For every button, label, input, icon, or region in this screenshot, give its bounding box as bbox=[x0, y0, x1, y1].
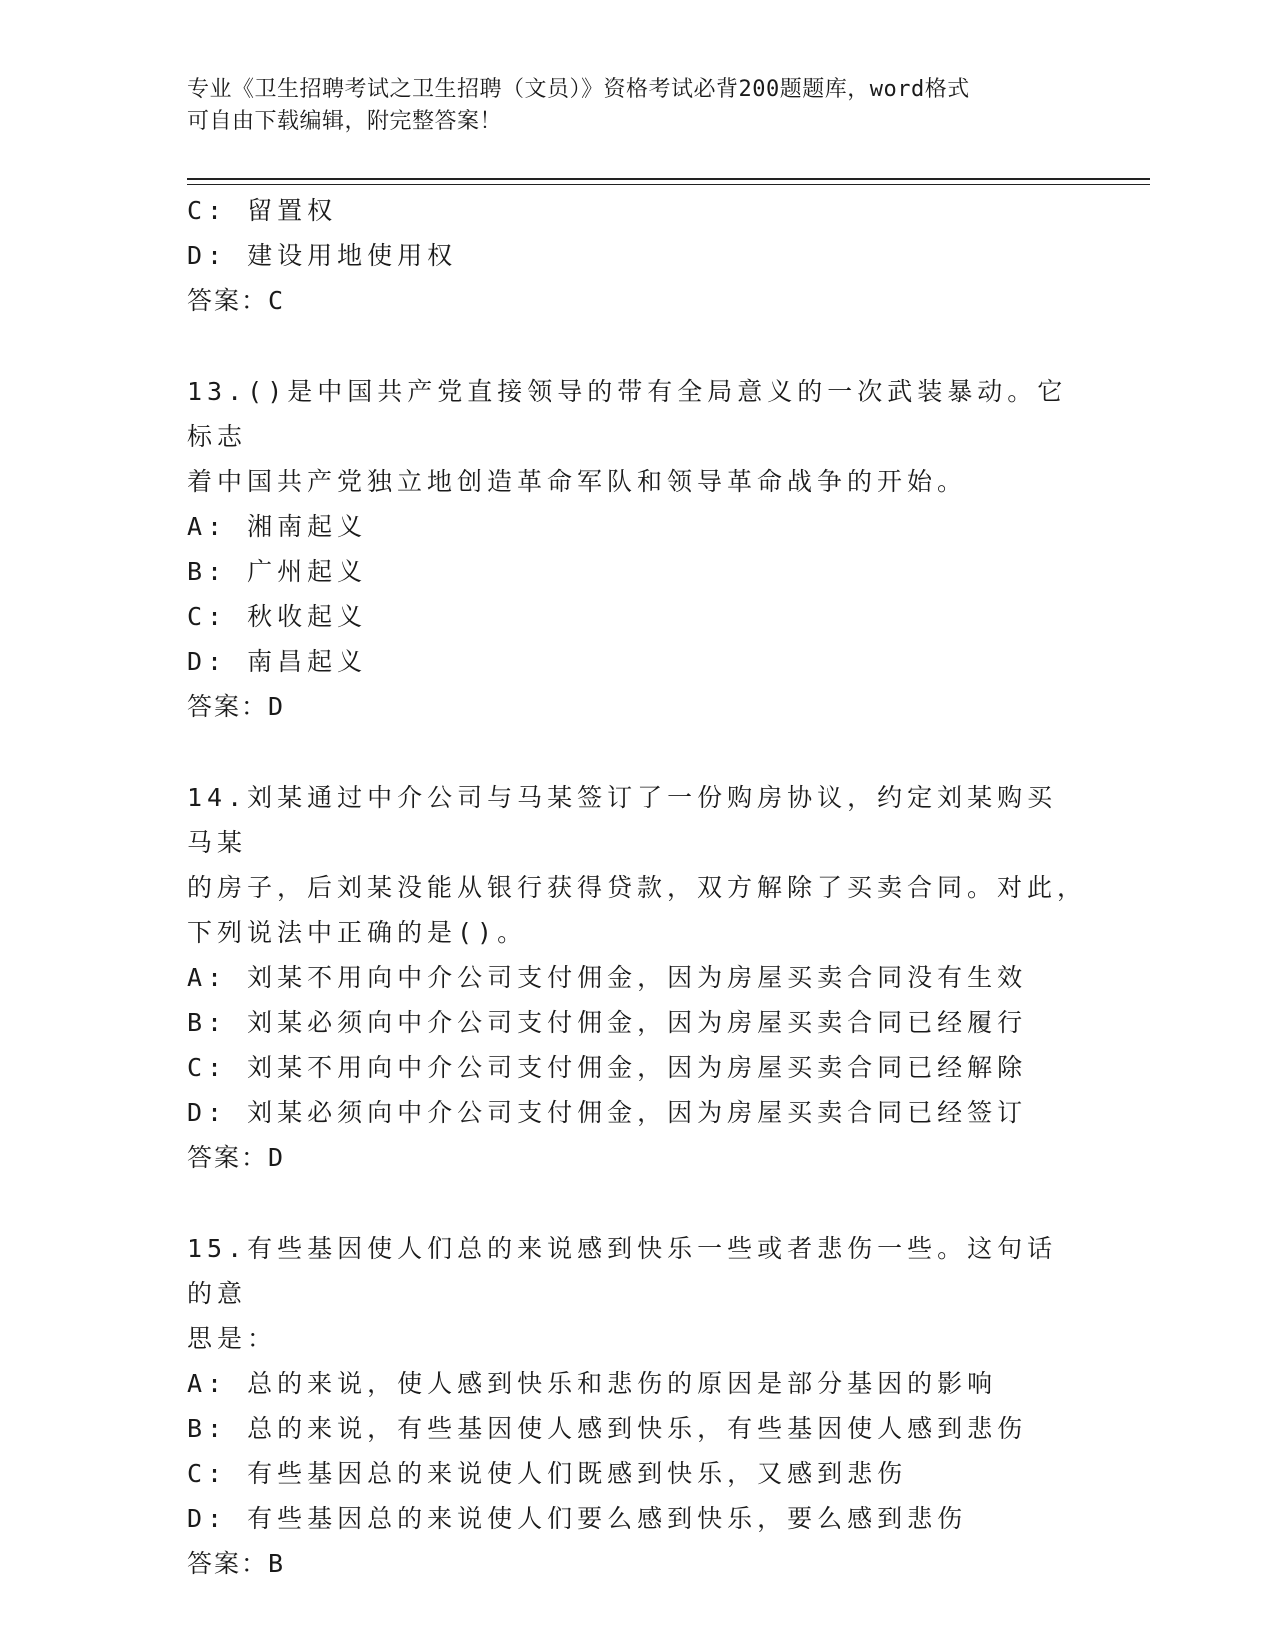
header-rule-thick bbox=[187, 178, 1150, 180]
option-d: D: 建设用地使用权 bbox=[187, 241, 458, 270]
option-d: D: 有些基因总的来说使人们要么感到快乐，要么感到悲伤 bbox=[187, 1504, 968, 1533]
question-text-line: 思是： bbox=[187, 1324, 278, 1353]
answer: 答案：D bbox=[187, 692, 286, 721]
partial-question bbox=[187, 188, 1087, 323]
question-14 bbox=[187, 775, 1087, 1180]
answer: 答案：D bbox=[187, 1143, 286, 1172]
page-header bbox=[187, 74, 1067, 138]
option-c: C: 留置权 bbox=[187, 196, 338, 225]
question-text-line: 下列说法中正确的是()。 bbox=[187, 918, 528, 947]
question-15 bbox=[187, 1226, 1087, 1586]
option-c: C: 有些基因总的来说使人们既感到快乐，又感到悲伤 bbox=[187, 1459, 908, 1488]
option-b: B: 刘某必须向中介公司支付佣金，因为房屋买卖合同已经履行 bbox=[187, 1008, 1028, 1037]
question-text-line: 着中国共产党独立地创造革命军队和领导革命战争的开始。 bbox=[187, 467, 968, 496]
option-c: C: 刘某不用向中介公司支付佣金，因为房屋买卖合同已经解除 bbox=[187, 1053, 1028, 1082]
header-line-1: 专业《卫生招聘考试之卫生招聘（文员）》资格考试必背200题题库，word格式 bbox=[187, 77, 970, 102]
question-text-line: 14.刘某通过中介公司与马某签订了一份购房协议，约定刘某购买马某 bbox=[187, 783, 1058, 857]
header-rule-thin bbox=[187, 184, 1150, 185]
option-d: D: 刘某必须向中介公司支付佣金，因为房屋买卖合同已经签订 bbox=[187, 1098, 1028, 1127]
option-d: D: 南昌起义 bbox=[187, 647, 368, 676]
question-text-line: 13.()是中国共产党直接领导的带有全局意义的一次武装暴动。它标志 bbox=[187, 377, 1068, 451]
header-line-2: 可自由下载编辑，附完整答案！ bbox=[187, 109, 503, 134]
answer: 答案：B bbox=[187, 1549, 286, 1578]
option-b: B: 总的来说，有些基因使人感到快乐，有些基因使人感到悲伤 bbox=[187, 1414, 1028, 1443]
question-text-line: 的房子，后刘某没能从银行获得贷款，双方解除了买卖合同。对此， bbox=[187, 873, 1088, 902]
question-text-line: 15.有些基因使人们总的来说感到快乐一些或者悲伤一些。这句话的意 bbox=[187, 1234, 1058, 1308]
question-13 bbox=[187, 369, 1087, 729]
option-b: B: 广州起义 bbox=[187, 557, 368, 586]
option-a: A: 刘某不用向中介公司支付佣金，因为房屋买卖合同没有生效 bbox=[187, 963, 1028, 992]
option-a: A: 湘南起义 bbox=[187, 512, 368, 541]
question-content bbox=[187, 188, 1087, 1586]
option-c: C: 秋收起义 bbox=[187, 602, 368, 631]
option-a: A: 总的来说，使人感到快乐和悲伤的原因是部分基因的影响 bbox=[187, 1369, 998, 1398]
answer: 答案：C bbox=[187, 286, 286, 315]
